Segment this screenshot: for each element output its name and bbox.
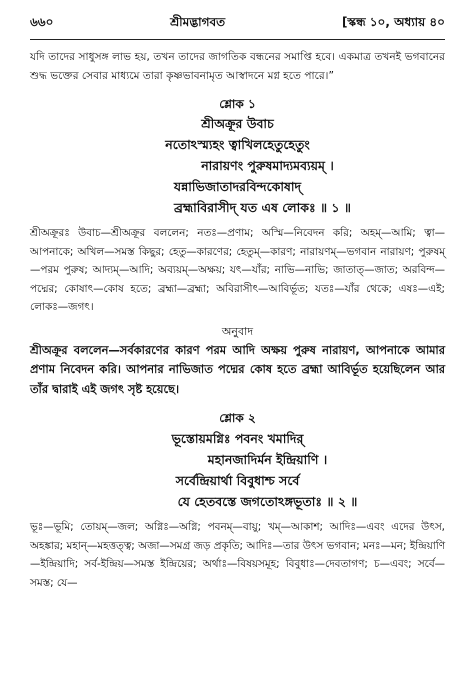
- verse-2-label: শ্লোক ২: [219, 411, 256, 425]
- verse-1-synonyms: শ্রীঅক্রূরঃ উবাচ—শ্রীঅক্রূর বললেন; নতঃ—প্রণাম; অস্মি—নিবেদন করি; অহম্—আমি; ত্বা—আপনাকে; অখিল—সমস্ত কিছুর; হেতু—কারণের; হেতুম্—কারণ; নারায়ণম্—ভগবান নারায়ণ; পুরুষম্—পরম পুরুষ; আদ্যম্—আদি; অব্যয়ম্—অক্ষয়; যৎ—যাঁর; নাভি—নাভি; জাতাত্—জাত; অরবিন্দ—পদ্মের; কোষাৎ—কোষ হতে; ব্রহ্মা—ব্রহ্মা; অবিরাসীৎ—আবির্ভূত; যতঃ—যাঁর থেকে; এষঃ—এই; লোকঃ—জগৎ।: [30, 227, 445, 313]
- intro-paragraph: যদি তাদের সাধুসঙ্গ লাভ হয়, তখন তাদের জাগতিক বন্ধনের সমাপ্তি হবে। একমাত্র তখনই ভগবানের শুদ্ধ ভক্তের সেবার মাধ্যমে তারা কৃষ্ণভাবনামৃত আস্বাদনে মগ্ন হতে পারে।”: [30, 51, 445, 82]
- verse-1-translation: শ্রীঅক্রূর বললেন—সর্বকারণের কারণ পরম আদি অক্ষয় পুরুষ নারায়ণ, আপনাকে আমার প্রণাম নিবেদন করি। আপনার নাভিজাত পদ্মের কোষ হতে ব্রহ্মা আবির্ভূত হয়েছিলেন আর তাঁর দ্বারাই এই জগৎ সৃষ্ট হয়েছে।: [30, 342, 445, 396]
- header-rule: [30, 39, 445, 40]
- verse-1-line-4: ব্রহ্মাবিরাসীদ্ যত এষ লোকঃ ॥ ১ ॥: [174, 200, 351, 215]
- verse-2-line-1: ভূস্তোয়মগ্নিঃ পবনং খমাদির্: [171, 431, 304, 446]
- book-title: শ্রীমদ্ভাগবত: [170, 15, 226, 29]
- verse-2-line-4: যে হেতবস্তে জগতোঽঙ্গভূতাঃ ॥ ২ ॥: [177, 494, 358, 509]
- verse-2-line-3: সর্বেন্দ্রিয়ার্থা বিবুধাশ্চ সর্বে: [175, 473, 300, 488]
- chapter-reference: [স্কন্ধ ১০, অধ্যায় ৪০: [341, 15, 445, 29]
- verse-1-label: শ্লোক ১: [219, 97, 256, 111]
- translation-label: অনুবাদ: [221, 324, 254, 338]
- verse-2-synonyms: ভূঃ—ভূমি; তোয়ম্—জল; অগ্নিঃ—অগ্নি; পবনম্—বায়ু; খম্—আকাশ; আদিঃ—এবং এদের উৎস, অহঙ্কার; মহান্—মহত্তত্ত্ব; অজা—সমগ্র জড় প্রকৃতি; আদিঃ—তার উৎস ভগবান; মনঃ—মন; ইন্দ্রিয়াণি—ইন্দ্রিয়াদি; সর্ব-ইন্দ্রিয়—সমস্ত ইন্দ্রিয়ের; অর্থাঃ—বিষয়সমূহ; বিবুধাঃ—দেবতাগণ; চ—এবং; সর্বে—সমস্ত; যে—: [30, 521, 445, 589]
- verse-2-line-2: মহানজাদির্মন ইন্দ্রিয়াণি ।: [207, 452, 328, 467]
- page-header: [30, 14, 445, 34]
- page-number: ৬৬০: [30, 15, 54, 29]
- verse-1-speaker: শ্রীঅক্রূর উবাচ: [201, 116, 274, 131]
- verse-1-line-3: যন্নাভিজাতাদরবিন্দকোষাদ্: [173, 179, 302, 194]
- verse-1-line-2: নারায়ণং পুরুষমাদ্যমব্যয়ম্ ।: [201, 158, 334, 173]
- verse-1-line-1: নতোঽস্ম্যহং ত্বাখিলহেতুহেতুং: [165, 137, 310, 152]
